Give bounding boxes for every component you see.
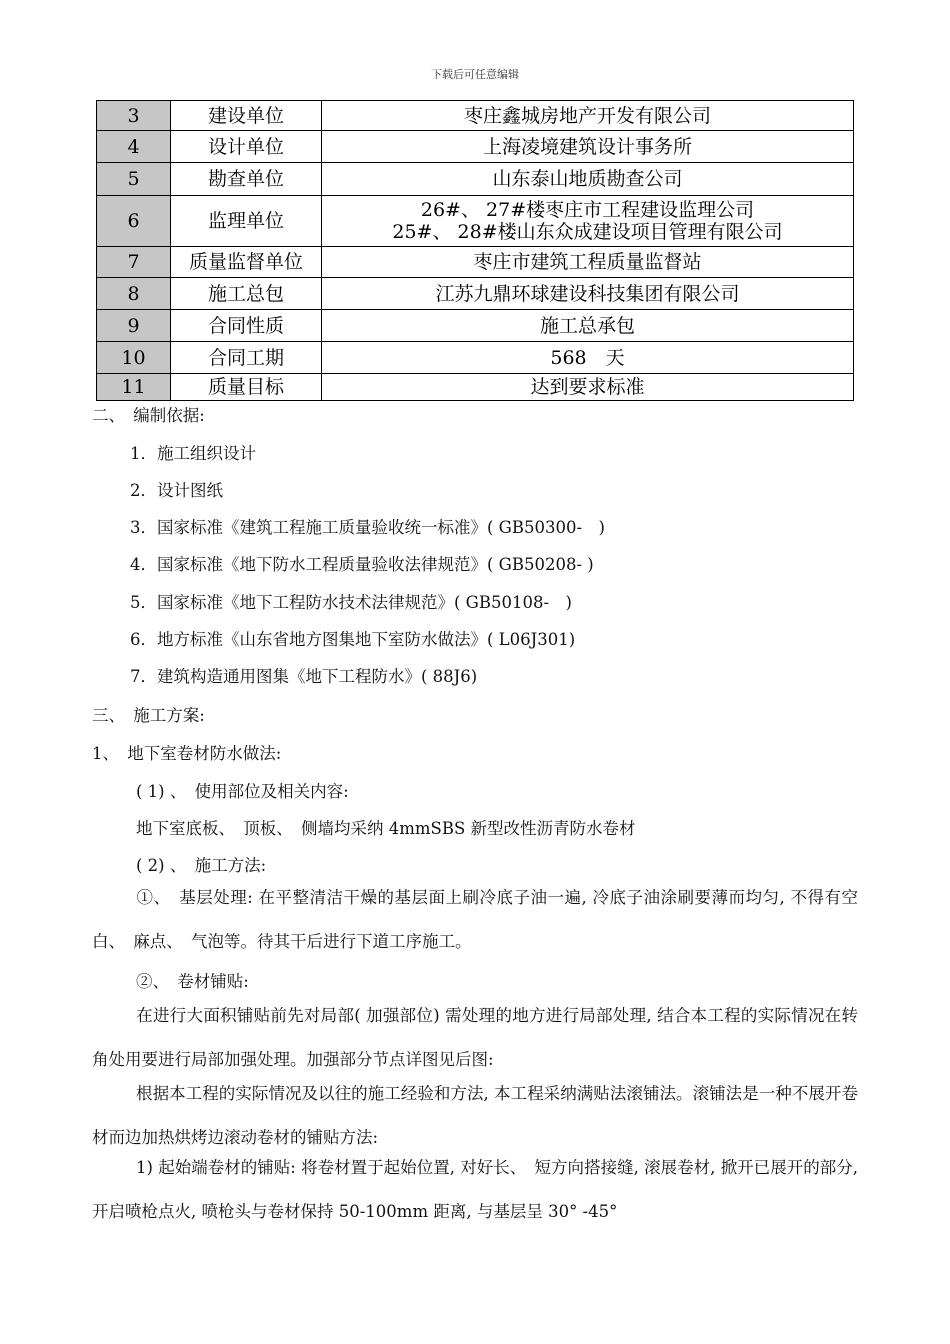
row-label: 合同性质 — [171, 310, 322, 342]
basis-item: 3．国家标准《建筑工程施工质量验收统一标准》( GB50300- ) — [130, 518, 605, 537]
row-value: 枣庄市建筑工程质量监督站 — [322, 247, 854, 278]
paragraph-text: 根据本工程的实际情况及以往的施工经验和方法, 本工程采纳满贴法滚铺法。滚铺法是一种不展开卷材而边加热烘烤边滚动卷材的铺贴方法: — [92, 1084, 858, 1147]
table-row — [97, 101, 854, 131]
subsection-heading: 1、 地下室卷材防水做法: — [92, 744, 282, 763]
section-heading: 二、 编制依据: — [92, 406, 205, 425]
basis-item: 1．施工组织设计 — [130, 444, 256, 463]
item-text: 地下室底板、 顶板、 侧墙均采纳 4mmSBS 新型改性沥青防水卷材 — [136, 819, 636, 838]
row-value: 枣庄鑫城房地产开发有限公司 — [322, 101, 854, 131]
page-header-note: 下载后可任意编辑 — [431, 68, 519, 81]
row-value — [322, 196, 854, 247]
table-row — [97, 247, 854, 278]
table-row — [97, 342, 854, 374]
row-label: 质量监督单位 — [171, 247, 322, 278]
basis-item: 5．国家标准《地下工程防水技术法律规范》( GB50108- ) — [130, 593, 572, 612]
row-number: 8 — [97, 278, 171, 310]
row-label: 监理单位 — [171, 196, 322, 247]
row-value-line: 25#、 28#楼山东众成建设项目管理有限公司 — [392, 221, 783, 243]
row-value: 上海凌境建筑设计事务所 — [322, 131, 854, 163]
row-number: 11 — [97, 374, 171, 401]
row-value: 江苏九鼎环球建设科技集团有限公司 — [322, 278, 854, 310]
table-row — [97, 310, 854, 342]
basis-item: 2．设计图纸 — [130, 481, 223, 500]
table-row — [97, 374, 854, 401]
row-value-line: 26#、 27#楼枣庄市工程建设监理公司 — [420, 199, 755, 221]
row-label: 质量目标 — [171, 374, 322, 401]
item-title: ( 2) 、 施工方法: — [136, 856, 267, 875]
row-number: 4 — [97, 131, 171, 163]
row-number: 9 — [97, 310, 171, 342]
row-label: 勘查单位 — [171, 163, 322, 196]
table-row — [97, 131, 854, 163]
row-label: 合同工期 — [171, 342, 322, 374]
table-row — [97, 196, 854, 247]
basis-item: 6．地方标准《山东省地方图集地下室防水做法》( L06J301) — [130, 630, 576, 649]
table-row — [97, 278, 854, 310]
row-number: 6 — [97, 196, 171, 247]
row-number: 3 — [97, 101, 171, 131]
row-number: 5 — [97, 163, 171, 196]
row-value: 施工总承包 — [322, 310, 854, 342]
basis-item: 7．建筑构造通用图集《地下工程防水》( 88J6) — [130, 667, 478, 686]
body-paragraph — [92, 994, 858, 1082]
row-label: 施工总包 — [171, 278, 322, 310]
row-value: 山东泰山地质勘查公司 — [322, 163, 854, 196]
row-value: 568 天 — [322, 342, 854, 374]
row-value: 达到要求标准 — [322, 374, 854, 401]
body-paragraph — [92, 1146, 858, 1234]
project-info-table — [96, 100, 854, 401]
table-row — [97, 163, 854, 196]
row-label: 建设单位 — [171, 101, 322, 131]
row-number: 10 — [97, 342, 171, 374]
section-heading: 三、 施工方案: — [92, 706, 205, 725]
step-paragraph — [92, 876, 858, 964]
basis-item: 4．国家标准《地下防水工程质量验收法律规范》( GB50208- ) — [130, 555, 594, 574]
step-title: ②、 卷材铺贴: — [136, 972, 249, 991]
row-label: 设计单位 — [171, 131, 322, 163]
paragraph-text: 在进行大面积铺贴前先对局部( 加强部位) 需处理的地方进行局部处理, 结合本工程的实际情况在转角处用要进行局部加强处理。加强部分节点详图见后图: — [92, 1006, 858, 1069]
row-number: 7 — [97, 247, 171, 278]
step-text: ①、 基层处理: 在平整清洁干燥的基层面上刷冷底子油一遍, 冷底子油涂刷要薄而均匀, 不得有空白、 麻点、 气泡等。待其干后进行下道工序施工。 — [92, 888, 858, 951]
paragraph-text: 1) 起始端卷材的铺贴: 将卷材置于起始位置, 对好长、 短方向搭接缝, 滚展卷材, 掀开已展开的部分, 开启喷枪点火, 喷枪头与卷材保持 50-100mm 距离, 与基层呈 30° -45° — [92, 1158, 858, 1221]
item-title: ( 1) 、 使用部位及相关内容: — [136, 782, 349, 801]
